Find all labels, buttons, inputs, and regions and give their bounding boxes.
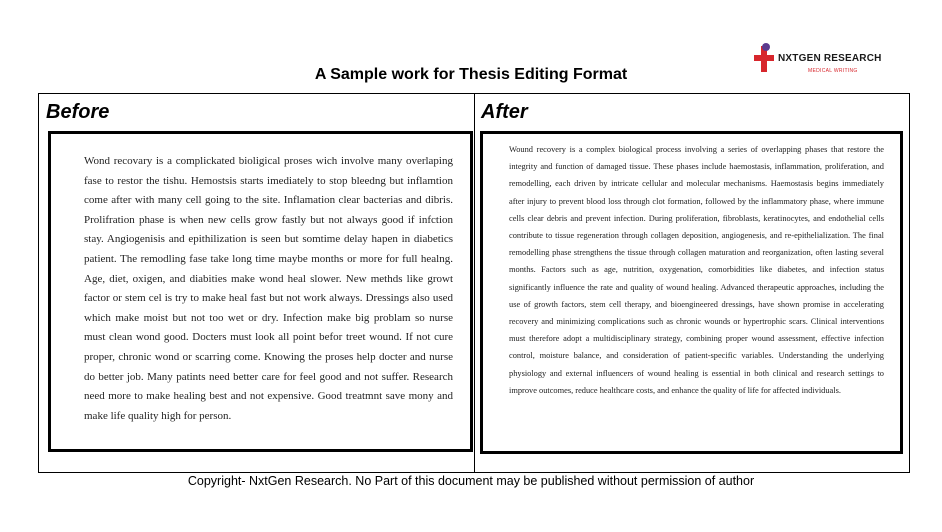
after-paragraph: Wound recovery is a complex biological process involving a series of overlapping phases that restore the integrity and function of damaged tissue. These phases include haemostasis, inflammation, proliferation, and remodelling, each driven by intricate cellular and molecular mechanisms. Haemostasis begins immediately after injury to prevent blood loss through clot formation, followed by the inflammatory phase, where immune cells clear debris and prevent infection. During proliferation, fibroblasts, keratinocytes, and endothelial cells contribute to tissue regeneration through collagen deposition, angiogenesis, and re-epithelialization. The final remodelling phase strengthens the tissue through collagen maturation and reorganization, often lasting several months. Factors such as age, nutrition, oxygenation, comorbidities like diabetes, and infection status significantly influence the rate and quality of wound healing. Advanced therapeutic approaches, including the use of growth factors, stem cell therapy, and bioengineered dressings, have shown promise in accelerating recovery and minimizing complications such as chronic wounds or hypertrophic scars. Clinical interventions must therefore adopt a multidisciplinary strategy, combining proper wound assessment, effective infection control, moisture balance, and consideration of patient-specific variables. Understanding the underlying physiology and external influencers of wound healing is essential in both clinical and research settings to improve outcomes, reduce healthcare costs, and enhance the quality of life for affected individuals.: [509, 145, 884, 395]
before-paragraph: Wond recovary is a complickated bioligical proses wich involve many overlaping fase to restor the tishu. Hemostsis starts imediately to stop bleedng but inflamtion come after with many cell going to the site. Inflamation clear bacterias and dibris. Prolifration phase is when new cells grow fastly but not always good if infction stay. Angiogenisis and epithilization is seen but somtime delay hapen in diabetics patient. The remodling fase take long time maybe months or more for full healng. Age, diet, oxigen, and diabities make wond heal slower. New methds like growt factor or stem cel is try to make heal fast but not work always. Dressings also used which make moist but not too wet or dry. Infection make big problam so nurse must clean wond good. Docters must look all point befor treet wound. If not cure proper, chronic wond or scarring come. Knowing the proses help docter and nurse do better job. Many patints need better care for feel good and not suffer. Research need more to make healing best and not expensive. Good treatmnt save mony and make life quality high for person.: [84, 155, 453, 422]
copyright-notice: Copyright- NxtGen Research. No Part of this document may be published without permission of author: [187, 474, 755, 488]
logo-name: NXTGEN RESEARCH: [778, 53, 882, 64]
after-document: [480, 131, 903, 454]
logo-tagline: MEDICAL WRITING: [808, 68, 858, 74]
panel-divider: [474, 93, 475, 472]
page-title: A Sample work for Thesis Editing Format: [314, 66, 628, 83]
after-label: After: [481, 101, 528, 123]
before-label: Before: [46, 101, 110, 123]
person-icon: [762, 43, 770, 51]
before-document: [48, 131, 473, 452]
